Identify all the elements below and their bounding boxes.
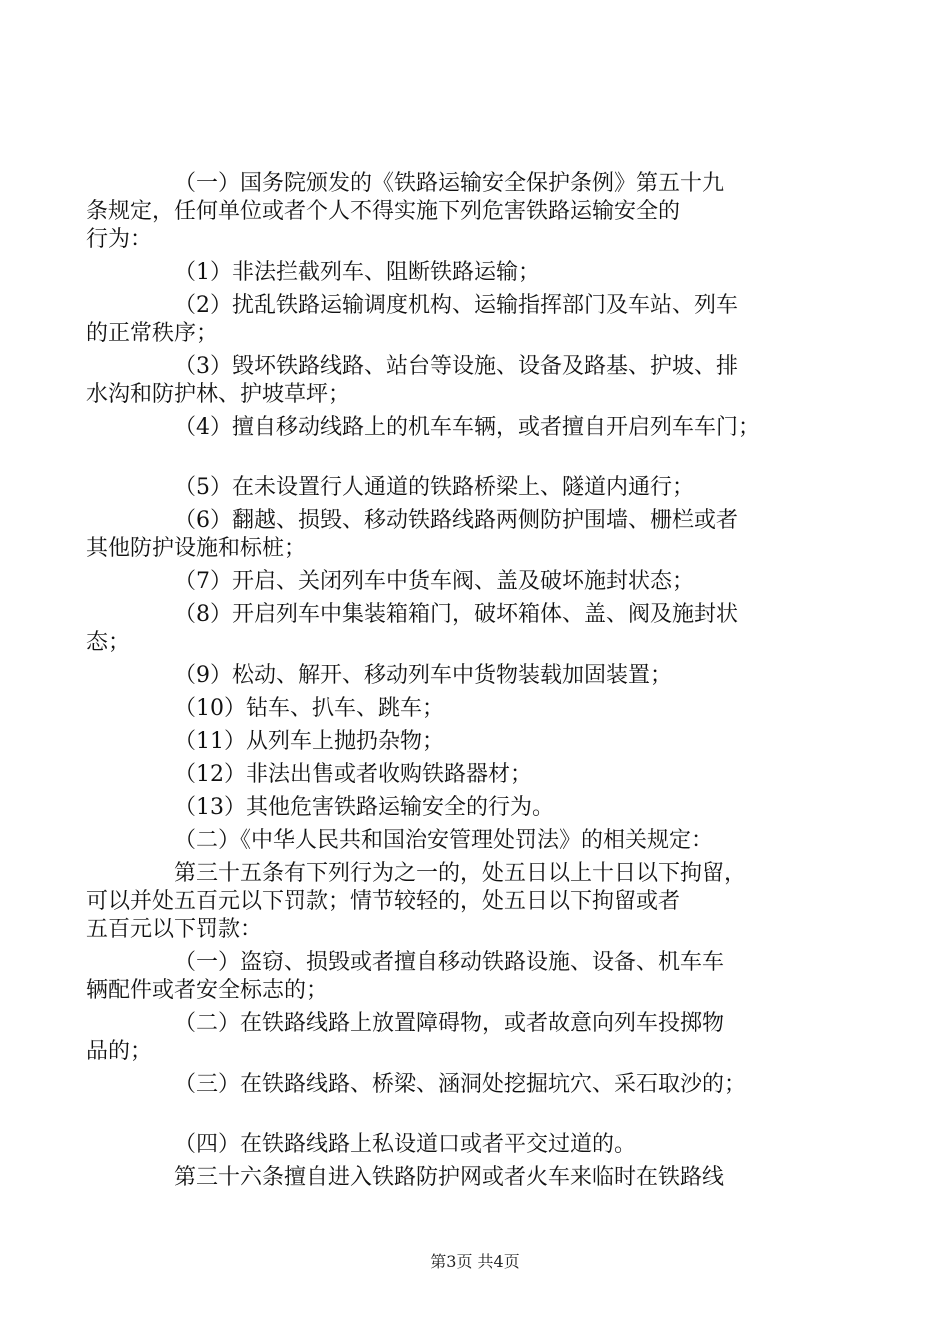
text-line: 品的； bbox=[86, 1039, 153, 1064]
blank-line bbox=[130, 447, 830, 474]
text-line: 第三十六条擅自进入铁路防护网或者火车来临时在铁路线 bbox=[174, 1165, 725, 1190]
section-heading-two bbox=[130, 827, 830, 855]
list-item-8 bbox=[86, 601, 830, 657]
text-line: （三）在铁路线路、桥梁、涵洞处挖掘坑穴、采石取沙的； bbox=[174, 1072, 747, 1097]
list-item-4 bbox=[130, 414, 830, 442]
article-36 bbox=[130, 1164, 830, 1192]
article-35-item-2 bbox=[86, 1010, 830, 1066]
text-line: （3）毁坏铁路线路、站台等设施、设备及路基、护坡、排 bbox=[174, 354, 738, 379]
list-item-6 bbox=[86, 507, 830, 563]
text-line: （9）松动、解开、移动列车中货物装载加固装置； bbox=[174, 663, 672, 688]
text-line: 的正常秩序； bbox=[86, 321, 219, 346]
text-line: 行为： bbox=[86, 227, 153, 252]
text-line: （6）翻越、损毁、移动铁路线路两侧防护围墙、栅栏或者 bbox=[174, 508, 738, 533]
text-line: （二）《中华人民共和国治安管理处罚法》的相关规定： bbox=[174, 828, 714, 853]
list-item-11 bbox=[130, 728, 830, 756]
list-item-9 bbox=[130, 662, 830, 690]
text-line: （10）钻车、扒车、跳车； bbox=[174, 696, 444, 721]
text-line: （二）在铁路线路上放置障碍物，或者故意向列车投掷物 bbox=[174, 1011, 725, 1036]
text-line: 其他防护设施和标桩； bbox=[86, 536, 307, 561]
article-35-item-4 bbox=[130, 1131, 830, 1159]
text-line: （7）开启、关闭列车中货车阀、盖及破坏施封状态； bbox=[174, 569, 694, 594]
text-line: （一）国务院颁发的《铁路运输安全保护条例》第五十九 bbox=[174, 171, 725, 196]
text-line: （4）擅自移动线路上的机车车辆，或者擅自开启列车车门； bbox=[174, 415, 760, 440]
text-line: （四）在铁路线路上私设道口或者平交过道的。 bbox=[174, 1132, 637, 1157]
paragraph-regulation-intro bbox=[86, 170, 830, 254]
list-item-1 bbox=[130, 259, 830, 287]
list-item-7 bbox=[130, 568, 830, 596]
text-line: 辆配件或者安全标志的； bbox=[86, 978, 329, 1003]
text-line: 水沟和防护林、护坡草坪； bbox=[86, 382, 351, 407]
list-item-13 bbox=[130, 794, 830, 822]
text-line: 条规定，任何单位或者个人不得实施下列危害铁路运输安全的 bbox=[86, 199, 681, 224]
text-line: （13）其他危害铁路运输安全的行为。 bbox=[174, 795, 554, 820]
article-35-item-3 bbox=[130, 1071, 830, 1099]
text-line: 可以并处五百元以下罚款；情节较轻的，处五日以下拘留或者 bbox=[86, 889, 681, 914]
text-line: （12）非法出售或者收购铁路器材； bbox=[174, 762, 532, 787]
list-item-2 bbox=[86, 292, 830, 348]
list-item-3 bbox=[86, 353, 830, 409]
text-line: （2）扰乱铁路运输调度机构、运输指挥部门及车站、列车 bbox=[174, 293, 738, 318]
list-item-5 bbox=[130, 474, 830, 502]
text-line: （11）从列车上抛扔杂物； bbox=[174, 729, 444, 754]
text-line: （一）盗窃、损毁或者擅自移动铁路设施、设备、机车车 bbox=[174, 950, 725, 975]
blank-line bbox=[130, 1104, 830, 1131]
text-line: （8）开启列车中集装箱箱门，破坏箱体、盖、阀及施封状 bbox=[174, 602, 738, 627]
page-number-footer: 第3页 共4页 bbox=[430, 1252, 520, 1271]
list-item-10 bbox=[130, 695, 830, 723]
article-35-item-1 bbox=[86, 949, 830, 1005]
list-item-12 bbox=[130, 761, 830, 789]
text-line: （5）在未设置行人通道的铁路桥梁上、隧道内通行； bbox=[174, 475, 694, 500]
text-line: （1）非法拦截列车、阻断铁路运输； bbox=[174, 260, 540, 285]
document-body bbox=[86, 170, 830, 1197]
text-line: 态； bbox=[86, 630, 131, 655]
text-line: 第三十五条有下列行为之一的，处五日以上十日以下拘留， bbox=[174, 861, 747, 886]
article-35 bbox=[86, 860, 830, 944]
text-line: 五百元以下罚款： bbox=[86, 917, 263, 942]
